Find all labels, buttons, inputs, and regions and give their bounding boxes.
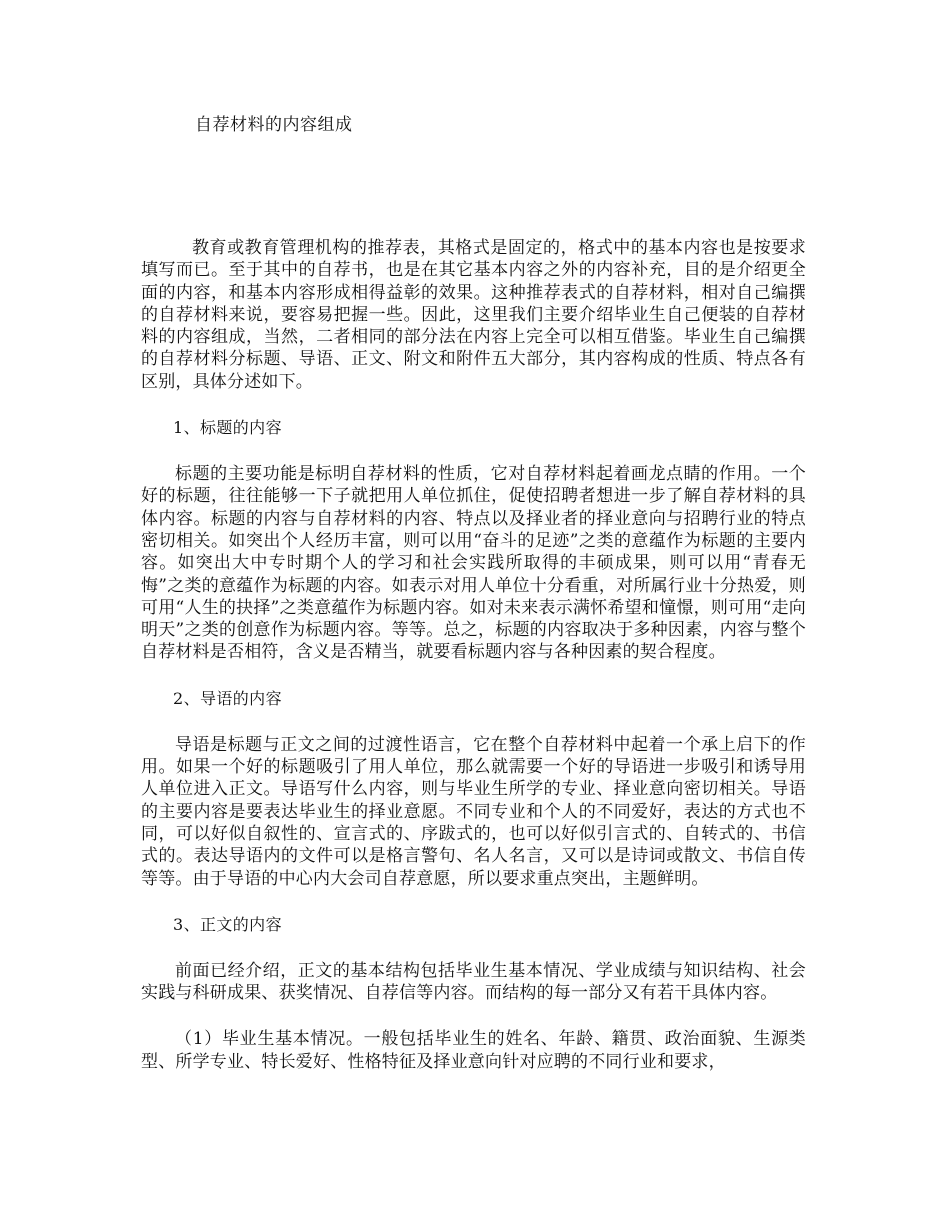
section-heading-lead: 2、导语的内容	[173, 688, 282, 708]
document-body	[141, 237, 806, 1073]
document-title: 自荐材料的内容组成	[195, 115, 353, 135]
section-body-lead: 导语是标题与正文之间的过渡性语言，它在整个自荐材料中起着一个承上启下的作用。如果一个好的标题吸引了用人单位，那么就需要一个好的导语进一步吸引和诱导用人单位进入正文。导语写什么内容，则与毕业生所学的专业、择业意向密切相关。导语的主要内容是要表达毕业生的择业意愿。不同专业和个人的不同爱好，表达的方式也不同，可以好似自叙性的、宣言式的、序跋式的，也可以好似引言式的、自转式的、书信式的。表达导语内的文件可以是格言警句、名人名言，又可以是诗词或散文、书信自传等等。由于导语的中心内大会司自荐意愿，所以要求重点突出，主题鲜明。	[141, 734, 806, 889]
section-heading-main-text: 3、正文的内容	[173, 914, 282, 934]
intro-paragraph: 教育或教育管理机构的推荐表，其格式是固定的，格式中的基本内容也是按要求填写而已。至于其中的自荐书，也是在其它基本内容之外的内容补充，目的是介绍更全面的内容，和基本内容形成相得益彰的效果。这种推荐表式的自荐材料，相对自己编撰的自荐材料来说，要容易把握一些。因此，这里我们主要介绍毕业生自己便装的自荐材料的内容组成，当然，二者相同的部分法在内容上完全可以相互借鉴。毕业生自己编撰的自荐材料分标题、导语、正文、附文和附件五大部分，其内容构成的性质、特点各有区别，具体分述如下。	[141, 238, 806, 392]
list-item-basic-info: （1）毕业生基本情况。一般包括毕业生的姓名、年龄、籍贯、政治面貌、生源类型、所学专业、特长爱好、性格特征及择业意向针对应聘的不同行业和要求，	[141, 1029, 806, 1072]
section-body-main-text: 前面已经介绍，正文的基本结构包括毕业生基本情况、学业成绩与知识结构、社会实践与科研成果、获奖情况、自荐信等内容。而结构的每一部分又有若干具体内容。	[141, 960, 806, 1004]
section-heading-title: 1、标题的内容	[173, 418, 282, 438]
section-body-title: 标题的主要功能是标明自荐材料的性质，它对自荐材料起着画龙点睛的作用。一个好的标题，往往能够一下子就把用人单位抓住，促使招聘者想进一步了解自荐材料的具体内容。标题的内容与自荐材料的内容、特点以及择业者的择业意向与招聘行业的特点密切相关。如突出个人经历丰富，则可以用“奋斗的足迹”之类的意蕴作为标题的主要内容。如突出大中专时期个人的学习和社会实践所取得的丰硕成果，则可以用“青春无悔”之类的意蕴作为标题的内容。如表示对用人单位十分看重，对所属行业十分热爱，则可用“人生的抉择”之类意蕴作为标题内容。如对未来表示满怀希望和憧憬，则可用“走向明天”之类的创意作为标题内容。等等。总之，标题的内容取决于多种因素，内容与整个自荐材料是否相符，含义是否精当，就要看标题内容与各种因素的契合程度。	[141, 464, 806, 663]
